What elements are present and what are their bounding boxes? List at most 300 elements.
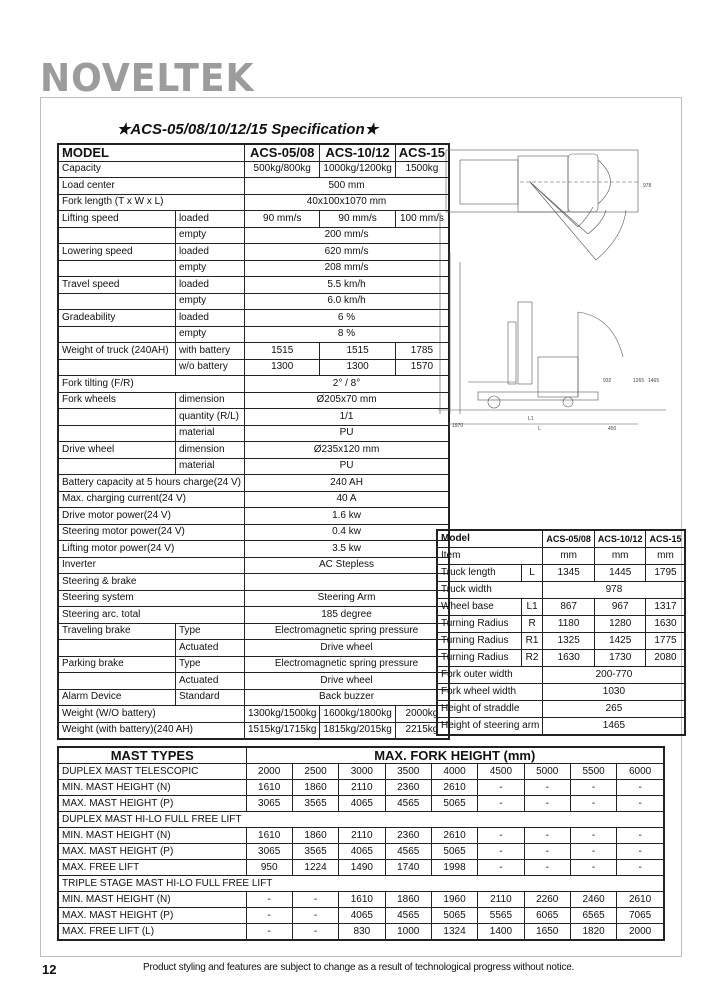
row-label xyxy=(58,640,175,657)
value-cell: 2° / 8° xyxy=(244,376,449,393)
value-cell: Ø205x70 mm xyxy=(244,392,449,409)
value-cell: Steering Arm xyxy=(244,590,449,607)
value-cell: 1445 xyxy=(594,565,646,582)
row-label: Capacity xyxy=(58,161,244,178)
value-cell: PU xyxy=(244,425,449,442)
value-cell: 3065 xyxy=(246,844,292,860)
value-cell: 0.4 kw xyxy=(244,524,449,541)
value-cell: - xyxy=(292,908,338,924)
value-cell: 1180 xyxy=(543,616,595,633)
section-title: DUPLEX MAST TELESCOPIC xyxy=(58,764,246,780)
value-cell: 1280 xyxy=(594,616,646,633)
value-cell: 90 mm/s xyxy=(244,211,319,228)
row-label: MIN. MAST HEIGHT (N) xyxy=(58,780,246,796)
brand-logo: NOVELTEK xyxy=(40,56,255,100)
value-cell: - xyxy=(524,860,570,876)
table-row xyxy=(58,796,664,812)
row-label: Lifting motor power(24 V) xyxy=(58,541,244,558)
row-label: MAX. FREE LIFT xyxy=(58,860,246,876)
fork-height-cell: 5000 xyxy=(524,764,570,780)
value-cell: mm xyxy=(646,548,686,565)
value-cell: 3565 xyxy=(292,844,338,860)
table-row xyxy=(58,227,449,244)
table-row xyxy=(437,548,685,565)
value-cell: - xyxy=(524,828,570,844)
row-label: Lowering speed xyxy=(58,244,175,261)
row-sublabel: Actuated xyxy=(175,640,244,657)
value-cell: - xyxy=(478,860,524,876)
table-row xyxy=(58,640,449,657)
value-cell: - xyxy=(617,780,664,796)
value-cell: 100 mm/s xyxy=(395,211,449,228)
header-cell: Model xyxy=(437,530,543,548)
forklift-dimension-drawing xyxy=(438,142,666,432)
value-cell: 4065 xyxy=(339,908,385,924)
row-label xyxy=(58,425,175,442)
value-cell: Back buzzer xyxy=(244,689,449,706)
row-sublabel: loaded xyxy=(175,211,244,228)
row-label: Alarm Device xyxy=(58,689,175,706)
table-row xyxy=(437,582,685,599)
table-row xyxy=(58,722,449,739)
table-row xyxy=(437,718,685,736)
table-row xyxy=(58,211,449,228)
header-cell: ACS-15 xyxy=(395,144,449,161)
value-cell: 1998 xyxy=(431,860,477,876)
row-label xyxy=(58,326,175,343)
fork-height-cell: 3000 xyxy=(339,764,385,780)
row-label: Traveling brake xyxy=(58,623,175,640)
value-cell: 2000 xyxy=(617,924,664,941)
value-cell: Ø235x120 mm xyxy=(244,442,449,459)
value-cell: - xyxy=(617,828,664,844)
header-cell: MAX. FORK HEIGHT (mm) xyxy=(246,747,664,764)
row-label: Truck width xyxy=(437,582,543,599)
row-label: MAX. FREE LIFT (L) xyxy=(58,924,246,941)
value-cell: 1/1 xyxy=(244,409,449,426)
table-row xyxy=(58,244,449,261)
row-sublabel: w/o battery xyxy=(175,359,244,376)
row-label: Truck length xyxy=(437,565,521,582)
value-cell: 1515 xyxy=(244,343,319,360)
value-cell: 1795 xyxy=(646,565,686,582)
page-number: 12 xyxy=(42,962,57,977)
value-cell: 2460 xyxy=(570,892,616,908)
value-cell: 1650 xyxy=(524,924,570,941)
value-cell: 500 mm xyxy=(244,178,449,195)
row-label: Max. charging current(24 V) xyxy=(58,491,244,508)
value-cell: 2610 xyxy=(431,828,477,844)
section-row xyxy=(58,876,664,892)
header-cell: MAST TYPES xyxy=(58,747,246,764)
value-cell: 2080 xyxy=(646,650,686,667)
value-cell: 1610 xyxy=(339,892,385,908)
value-cell: - xyxy=(617,796,664,812)
value-cell: 8 % xyxy=(244,326,449,343)
fork-height-cell: 4500 xyxy=(478,764,524,780)
value-cell: - xyxy=(617,860,664,876)
row-label: Fork tilting (F/R) xyxy=(58,376,244,393)
value-cell: 1860 xyxy=(385,892,431,908)
row-label: Battery capacity at 5 hours charge(24 V) xyxy=(58,475,244,492)
value-cell: - xyxy=(292,892,338,908)
dim-label: 1465 xyxy=(648,378,660,384)
value-cell: Drive wheel xyxy=(244,673,449,690)
value-cell: Electromagnetic spring pressure xyxy=(244,656,449,673)
value-cell: 500kg/800kg xyxy=(244,161,319,178)
value-cell: - xyxy=(570,796,616,812)
value-cell: 2360 xyxy=(385,780,431,796)
row-label: Turning Radius xyxy=(437,650,521,667)
value-cell: 1345 xyxy=(543,565,595,582)
value-cell: 1400 xyxy=(478,924,524,941)
value-cell: 185 degree xyxy=(244,607,449,624)
value-cell: PU xyxy=(244,458,449,475)
value-cell: - xyxy=(570,860,616,876)
fork-height-cell: 2500 xyxy=(292,764,338,780)
row-label: Wheel base xyxy=(437,599,521,616)
value-cell: - xyxy=(292,924,338,941)
value-cell: 5065 xyxy=(431,844,477,860)
value-cell: 2610 xyxy=(617,892,664,908)
row-symbol: R2 xyxy=(521,650,543,667)
row-symbol: R xyxy=(521,616,543,633)
section-title: DUPLEX MAST HI-LO FULL FREE LIFT xyxy=(58,812,664,828)
value-cell: - xyxy=(246,908,292,924)
row-label: Height of steering arm xyxy=(437,718,543,736)
table-row xyxy=(437,701,685,718)
value-cell: 1785 xyxy=(395,343,449,360)
value-cell: 4565 xyxy=(385,908,431,924)
value-cell: - xyxy=(478,828,524,844)
row-label: Height of straddle xyxy=(437,701,543,718)
row-label xyxy=(58,293,175,310)
row-sublabel: dimension xyxy=(175,392,244,409)
table-row xyxy=(58,178,449,195)
value-cell: 967 xyxy=(594,599,646,616)
table-row xyxy=(58,689,449,706)
value-cell: 1425 xyxy=(594,633,646,650)
row-sublabel: quantity (R/L) xyxy=(175,409,244,426)
table-row xyxy=(437,616,685,633)
value-cell: 1.6 kw xyxy=(244,508,449,525)
fork-height-cell: 4000 xyxy=(431,764,477,780)
table-header-row xyxy=(58,747,664,764)
value-cell: 2110 xyxy=(339,828,385,844)
table-row xyxy=(58,524,449,541)
value-cell: 1610 xyxy=(246,780,292,796)
value-cell: 5565 xyxy=(478,908,524,924)
value-cell: 2000kg xyxy=(395,706,449,723)
row-sublabel: dimension xyxy=(175,442,244,459)
table-row xyxy=(58,392,449,409)
table-row xyxy=(58,475,449,492)
row-label xyxy=(58,227,175,244)
value-cell: 1860 xyxy=(292,780,338,796)
row-label: MIN. MAST HEIGHT (N) xyxy=(58,892,246,908)
value-cell: mm xyxy=(543,548,595,565)
row-symbol: R1 xyxy=(521,633,543,650)
header-cell: ACS-05/08 xyxy=(543,530,595,548)
row-label xyxy=(58,458,175,475)
value-cell: 1610 xyxy=(246,828,292,844)
row-sublabel: loaded xyxy=(175,277,244,294)
row-sublabel: Type xyxy=(175,623,244,640)
value-cell: 2110 xyxy=(339,780,385,796)
value-cell: - xyxy=(478,780,524,796)
fork-height-cell: 6000 xyxy=(617,764,664,780)
value-cell: 5065 xyxy=(431,796,477,812)
header-cell: ACS-10/12 xyxy=(320,144,395,161)
fork-height-cell: 3500 xyxy=(385,764,431,780)
value-cell: 2215kg xyxy=(395,722,449,739)
row-sublabel: with battery xyxy=(175,343,244,360)
dimension-table xyxy=(436,529,686,736)
table-row xyxy=(58,310,449,327)
row-sublabel: loaded xyxy=(175,310,244,327)
row-sublabel: Actuated xyxy=(175,673,244,690)
value-cell: 1000 xyxy=(385,924,431,941)
mast-table xyxy=(57,746,665,941)
value-cell: 1600kg/1800kg xyxy=(320,706,395,723)
row-label: Fork wheels xyxy=(58,392,175,409)
table-row xyxy=(58,656,449,673)
value-cell xyxy=(244,574,449,591)
value-cell: 208 mm/s xyxy=(244,260,449,277)
section-row xyxy=(58,812,664,828)
row-symbol: L1 xyxy=(521,599,543,616)
value-cell: - xyxy=(478,796,524,812)
row-label: MAX. MAST HEIGHT (P) xyxy=(58,796,246,812)
table-row xyxy=(58,442,449,459)
fork-wheel xyxy=(488,396,500,408)
value-cell: - xyxy=(246,892,292,908)
row-label: Weight of truck (240AH) xyxy=(58,343,175,360)
value-cell: - xyxy=(570,780,616,796)
drive-wheel xyxy=(563,397,573,407)
value-cell: 1740 xyxy=(385,860,431,876)
fork-height-cell: 2000 xyxy=(246,764,292,780)
top-view-frame xyxy=(446,150,638,212)
value-cell: 1500kg xyxy=(395,161,449,178)
row-label: MAX. MAST HEIGHT (P) xyxy=(58,844,246,860)
table-row xyxy=(58,623,449,640)
value-cell: 1515kg/1715kg xyxy=(244,722,319,739)
table-row xyxy=(58,828,664,844)
value-cell: 200 mm/s xyxy=(244,227,449,244)
value-cell: 1515 xyxy=(320,343,395,360)
top-view-cab xyxy=(568,154,598,212)
row-sublabel: material xyxy=(175,425,244,442)
row-sublabel: material xyxy=(175,458,244,475)
table-row xyxy=(58,557,449,574)
row-label: Turning Radius xyxy=(437,616,521,633)
value-cell: 5.5 km/h xyxy=(244,277,449,294)
row-symbol: L xyxy=(521,565,543,582)
value-cell: 1490 xyxy=(339,860,385,876)
dim-label: L1 xyxy=(528,416,534,422)
value-cell: Electromagnetic spring pressure xyxy=(244,623,449,640)
table-row xyxy=(58,409,449,426)
table-row xyxy=(58,574,449,591)
value-cell: 2610 xyxy=(431,780,477,796)
table-row xyxy=(58,425,449,442)
value-cell: - xyxy=(617,844,664,860)
value-cell: - xyxy=(570,828,616,844)
header-cell: MODEL xyxy=(58,144,244,161)
table-row xyxy=(58,293,449,310)
value-cell: 1815kg/2015kg xyxy=(320,722,395,739)
table-row xyxy=(58,376,449,393)
value-cell: 950 xyxy=(246,860,292,876)
table-row xyxy=(58,924,664,941)
row-label: Steering system xyxy=(58,590,244,607)
spec-title: ★ACS-05/08/10/12/15 Specification★ xyxy=(116,121,379,138)
value-cell: 1324 xyxy=(431,924,477,941)
value-cell: 2260 xyxy=(524,892,570,908)
row-label xyxy=(58,260,175,277)
table-row xyxy=(58,844,664,860)
row-label: Travel speed xyxy=(58,277,175,294)
table-header-row xyxy=(58,144,449,161)
row-sublabel: loaded xyxy=(175,244,244,261)
value-cell: 1325 xyxy=(543,633,595,650)
row-label: Fork length (T x W x L) xyxy=(58,194,244,211)
row-label: Fork outer width xyxy=(437,667,543,684)
row-label: Inverter xyxy=(58,557,244,574)
table-row xyxy=(58,590,449,607)
dim-label: 932 xyxy=(603,378,612,384)
dim-label: 978 xyxy=(643,183,652,189)
value-cell: 240 AH xyxy=(244,475,449,492)
row-label: Load center xyxy=(58,178,244,195)
footer-note: Product styling and features are subject to change as a result of technological progress without notice. xyxy=(143,962,575,973)
table-row xyxy=(58,706,449,723)
table-row xyxy=(58,194,449,211)
table-row xyxy=(58,491,449,508)
fork-height-cell: 5500 xyxy=(570,764,616,780)
row-sublabel: empty xyxy=(175,326,244,343)
value-cell: 90 mm/s xyxy=(320,211,395,228)
row-sublabel: empty xyxy=(175,260,244,277)
row-label: Steering arc. total xyxy=(58,607,244,624)
value-cell: 1630 xyxy=(543,650,595,667)
table-row xyxy=(58,541,449,558)
value-cell: 3065 xyxy=(246,796,292,812)
row-sublabel: Type xyxy=(175,656,244,673)
value-cell: AC Stepless xyxy=(244,557,449,574)
header-cell: ACS-10/12 xyxy=(594,530,646,548)
value-cell: 3.5 kw xyxy=(244,541,449,558)
dim-label: L xyxy=(538,426,541,432)
row-label: Steering motor power(24 V) xyxy=(58,524,244,541)
section-row xyxy=(58,764,664,780)
value-cell: 6.0 km/h xyxy=(244,293,449,310)
value-cell: 978 xyxy=(543,582,686,599)
value-cell: - xyxy=(570,844,616,860)
value-cell: 2360 xyxy=(385,828,431,844)
table-row xyxy=(437,667,685,684)
value-cell: 1820 xyxy=(570,924,616,941)
side-view-body xyxy=(538,357,578,397)
table-row xyxy=(58,343,449,360)
row-label: Weight (W/O battery) xyxy=(58,706,244,723)
table-row xyxy=(58,326,449,343)
value-cell: 4565 xyxy=(385,844,431,860)
value-cell: 1224 xyxy=(292,860,338,876)
value-cell: 1300kg/1500kg xyxy=(244,706,319,723)
value-cell: 200-770 xyxy=(543,667,686,684)
table-row xyxy=(437,633,685,650)
table-row xyxy=(58,607,449,624)
value-cell: 1960 xyxy=(431,892,477,908)
row-label xyxy=(58,673,175,690)
value-cell: 620 mm/s xyxy=(244,244,449,261)
table-row xyxy=(437,684,685,701)
value-cell: 1465 xyxy=(543,718,686,736)
row-label: Turning Radius xyxy=(437,633,521,650)
value-cell: 1300 xyxy=(244,359,319,376)
value-cell: 1317 xyxy=(646,599,686,616)
value-cell: 40x100x1070 mm xyxy=(244,194,449,211)
header-cell: ACS-15 xyxy=(646,530,686,548)
table-row xyxy=(58,860,664,876)
row-label: Fork wheel width xyxy=(437,684,543,701)
value-cell: Drive wheel xyxy=(244,640,449,657)
row-label: MAX. MAST HEIGHT (P) xyxy=(58,908,246,924)
table-header-row xyxy=(437,530,685,548)
dim-label: 1970 xyxy=(452,423,464,429)
table-row xyxy=(58,260,449,277)
value-cell: 7065 xyxy=(617,908,664,924)
table-row xyxy=(437,650,685,667)
row-label: Drive motor power(24 V) xyxy=(58,508,244,525)
value-cell: 1775 xyxy=(646,633,686,650)
table-row xyxy=(58,892,664,908)
value-cell: 6565 xyxy=(570,908,616,924)
value-cell: 2110 xyxy=(478,892,524,908)
top-view-body xyxy=(518,156,568,212)
value-cell: 4065 xyxy=(339,844,385,860)
value-cell: 265 xyxy=(543,701,686,718)
row-label: Parking brake xyxy=(58,656,175,673)
spec-table xyxy=(57,143,450,740)
value-cell: 40 A xyxy=(244,491,449,508)
table-row xyxy=(58,277,449,294)
row-label: MIN. MAST HEIGHT (N) xyxy=(58,828,246,844)
value-cell: 1300 xyxy=(320,359,395,376)
value-cell: - xyxy=(524,796,570,812)
value-cell: - xyxy=(524,844,570,860)
row-sublabel: empty xyxy=(175,293,244,310)
side-view-mast xyxy=(518,302,532,384)
header-cell: ACS-05/08 xyxy=(244,144,319,161)
table-row xyxy=(58,508,449,525)
row-label: Item xyxy=(437,548,543,565)
row-label xyxy=(58,359,175,376)
value-cell: 6065 xyxy=(524,908,570,924)
row-sublabel: empty xyxy=(175,227,244,244)
dim-label: 1265 xyxy=(633,378,645,384)
value-cell: 5065 xyxy=(431,908,477,924)
value-cell: 1730 xyxy=(594,650,646,667)
value-cell: - xyxy=(524,780,570,796)
table-row xyxy=(58,359,449,376)
row-label xyxy=(58,409,175,426)
table-row xyxy=(437,565,685,582)
value-cell: 1570 xyxy=(395,359,449,376)
row-label: Steering & brake xyxy=(58,574,244,591)
